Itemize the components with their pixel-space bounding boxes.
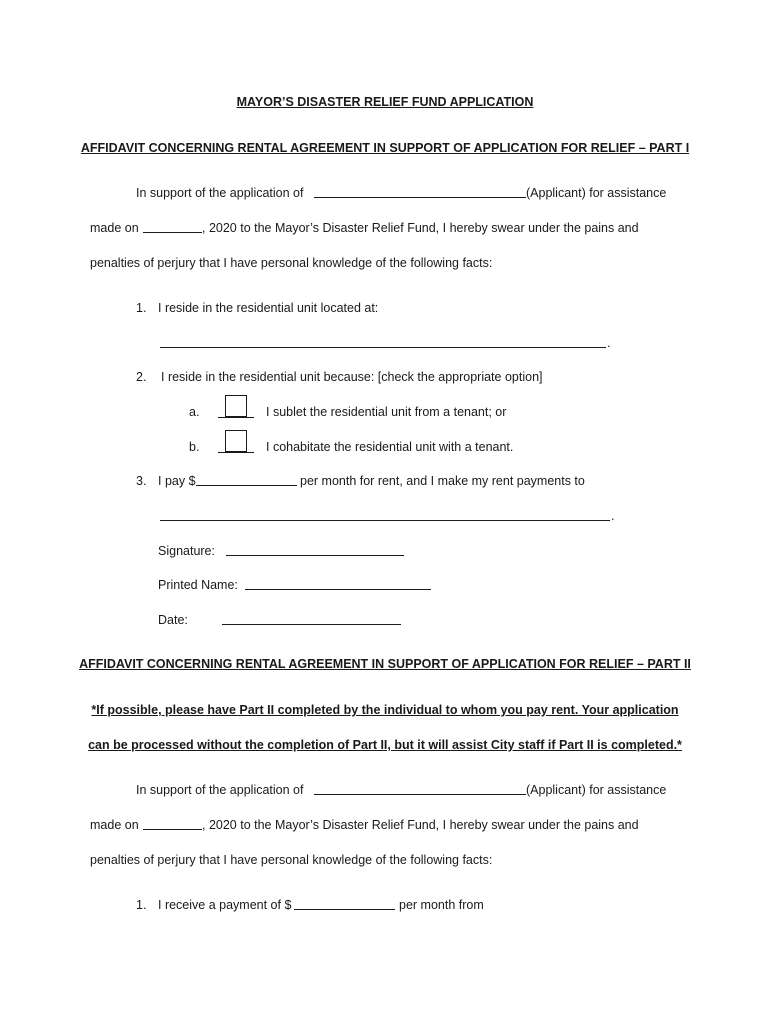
rent-payee-field[interactable] [160,520,610,521]
option-a-letter: a. [189,405,200,419]
part1-address-field[interactable] [160,347,606,348]
part1-item2-text: I reside in the residential unit because: [check the appropriate option] [161,370,543,384]
document-title: MAYOR’S DISASTER RELIEF FUND APPLICATION [236,95,534,109]
part1-item1-text: I reside in the residential unit located at: [158,301,379,315]
signature-field[interactable] [226,555,404,556]
part2-item1-text: I receive a payment of $ [158,898,292,912]
part1-intro-text-2: (Applicant) for assistance [526,186,667,200]
sublet-checkbox[interactable] [225,395,247,417]
signature-label: Signature: [158,544,215,558]
option-b-text: I cohabitate the residential unit with a tenant. [266,440,514,454]
part2-made-on-label: made on [90,818,139,832]
part1-address-period: . [607,336,611,350]
part1-item3-text-2: per month for rent, and I make my rent payments to [300,474,585,488]
payment-amount-field[interactable] [294,909,395,910]
sublet-checkbox-underline [218,417,254,418]
part1-item3-number: 3. [136,474,147,488]
part1-heading: AFFIDAVIT CONCERNING RENTAL AGREEMENT IN SUPPORT OF APPLICATION FOR RELIEF – PART I [80,141,690,155]
option-b-letter: b. [189,440,200,454]
part2-made-on-date-field[interactable] [143,829,202,830]
part2-heading: AFFIDAVIT CONCERNING RENTAL AGREEMENT IN SUPPORT OF APPLICATION FOR RELIEF – PART II [79,657,691,671]
date-label: Date: [158,613,188,627]
part1-payee-period: . [611,509,615,523]
cohabitate-checkbox[interactable] [225,430,247,452]
part1-item3-text: I pay $ [158,474,196,488]
part2-made-on-text: , 2020 to the Mayor’s Disaster Relief Fund, I hereby swear under the pains and [202,818,639,832]
part2-intro-text-2: (Applicant) for assistance [526,783,667,797]
part1-applicant-field[interactable] [314,197,526,198]
part1-intro-text: In support of the application of [136,186,304,200]
cohabitate-checkbox-underline [218,452,254,453]
part2-perjury-text: penalties of perjury that I have personal knowledge of the following facts: [90,853,493,867]
date-field[interactable] [222,624,401,625]
part1-made-on-label: made on [90,221,139,235]
part2-applicant-field[interactable] [314,794,526,795]
rent-amount-field[interactable] [196,485,297,486]
printed-name-field[interactable] [245,589,431,590]
printed-name-label: Printed Name: [158,578,238,592]
part1-item1-number: 1. [136,301,147,315]
part2-item1-text-2: per month from [399,898,484,912]
part1-made-on-text: , 2020 to the Mayor’s Disaster Relief Fund, I hereby swear under the pains and [202,221,639,235]
part1-perjury-text: penalties of perjury that I have personal knowledge of the following facts: [90,256,493,270]
option-a-text: I sublet the residential unit from a tenant; or [266,405,507,419]
part2-item1-number: 1. [136,898,147,912]
part1-made-on-date-field[interactable] [143,232,202,233]
part2-intro-text: In support of the application of [136,783,304,797]
part2-note-line1: *If possible, please have Part II completed by the individual to whom you pay rent. Your application [91,703,679,717]
part1-item2-number: 2. [136,370,147,384]
part2-note-line2: can be processed without the completion of Part II, but it will assist City staff if Part II is completed.* [88,738,682,752]
